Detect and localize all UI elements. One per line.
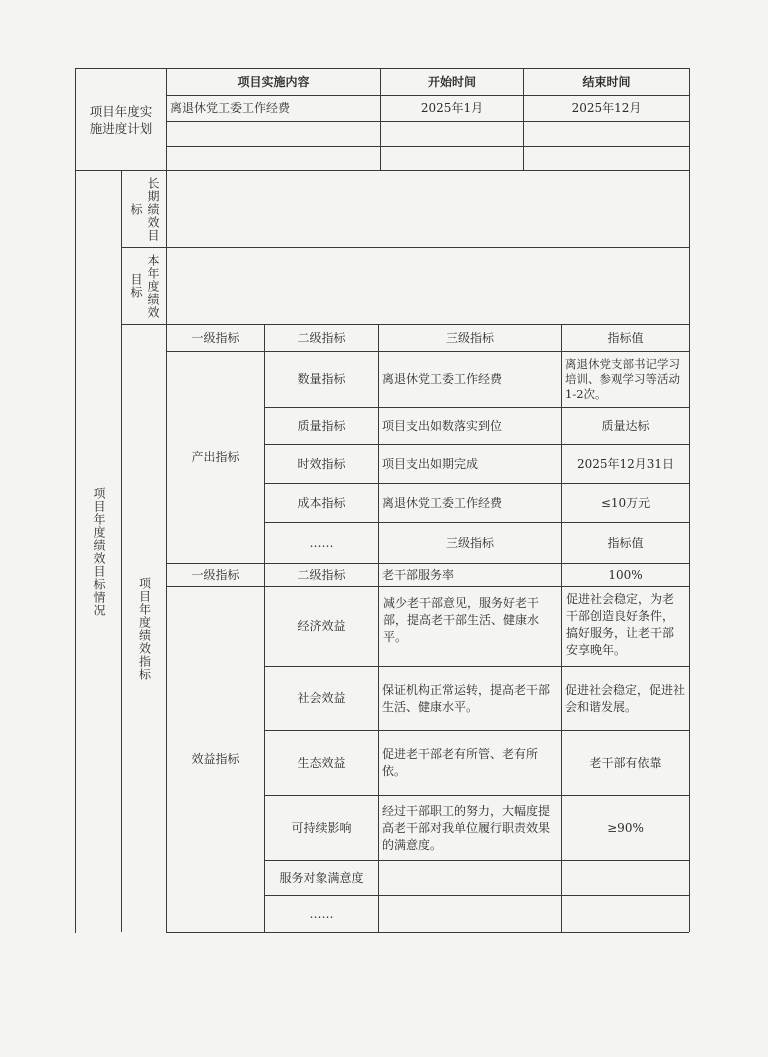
output-l2-ellipsis: …… [309, 535, 334, 550]
output-l2-timeliness: 时效指标 [297, 456, 346, 471]
plan-section-label: 项目年度实施进度计划 [89, 103, 153, 136]
output-l2-cost: 成本指标 [297, 495, 346, 510]
benefit-l3-ecological: 促进老干部老有所管、老有所依。 [382, 747, 539, 778]
benefit-l3-ellipsis [379, 896, 561, 932]
mid-header-l2: 二级指标 [297, 567, 346, 582]
divider [166, 146, 689, 147]
output-value-quantity: 离退休党支部书记学习培训、参观学习等活动1-2次。 [565, 357, 680, 401]
mid-header-l3: 老干部服务率 [382, 567, 455, 582]
output-value-cost: ≤10万元 [600, 495, 651, 510]
benefit-value-satisfaction [562, 861, 689, 895]
benefit-value-ecological: 老干部有依靠 [589, 755, 662, 770]
plan-header-start: 开始时间 [427, 74, 476, 89]
table-border-right [689, 68, 690, 932]
divider [166, 121, 689, 122]
header-l3: 三级指标 [445, 330, 494, 345]
benefit-value-sustainable: ≥90% [607, 820, 644, 835]
mid-header-l1: 一级指标 [191, 567, 240, 582]
benefit-l2-sustainable: 可持续影响 [291, 820, 352, 835]
benefit-l2-ellipsis: …… [309, 906, 334, 921]
plan-header-end: 结束时间 [582, 74, 631, 89]
benefit-value-ellipsis [562, 896, 689, 932]
header-l2: 二级指标 [297, 330, 346, 345]
benefit-value-economic: 促进社会稳定，为老干部创造良好条件，搞好服务，让老干部安享晚年。 [566, 592, 675, 657]
benefit-l2-satisfaction: 服务对象满意度 [279, 870, 364, 885]
plan-row-end: 2025年12月 [571, 101, 642, 115]
output-l2-quantity: 数量指标 [297, 372, 346, 386]
output-l3-timeliness: 项目支出如期完成 [382, 456, 479, 471]
benefit-l3-economic: 减少老干部意见，服务好老干部，提高老干部生活、健康水平。 [383, 596, 540, 644]
benefit-l2-social: 社会效益 [297, 691, 346, 705]
plan-row-start: 2025年1月 [420, 101, 484, 115]
benefit-l2-ecological: 生态效益 [297, 755, 346, 770]
benefit-l3-sustainable: 经过干部职工的努力，大幅度提高老干部对我单位履行职责效果的满意度。 [382, 803, 551, 852]
output-value-quality: 质量达标 [601, 418, 650, 433]
benefit-l3-satisfaction [379, 861, 561, 895]
annual-goal-label: 本年度绩效目标 [129, 253, 160, 319]
plan-header-content: 项目实施内容 [237, 74, 310, 89]
output-l3-ellipsis: 三级指标 [445, 535, 494, 550]
long-term-goal-value [167, 171, 689, 247]
benefit-value-social: 促进社会稳定，促进社会和谐发展。 [565, 682, 686, 714]
benefit-indicator-label: 效益指标 [191, 752, 240, 766]
output-l2-quality: 质量指标 [297, 418, 346, 433]
benefit-l2-economic: 经济效益 [297, 619, 346, 633]
output-l3-quantity: 离退休党工委工作经费 [382, 372, 503, 386]
perf-section-label: 项目年度绩效目标情况 [92, 486, 106, 617]
benefit-l3-social: 保证机构正常运转，提高老干部生活、健康水平。 [382, 682, 551, 714]
header-value: 指标值 [607, 330, 644, 345]
output-value-ellipsis: 指标值 [607, 535, 644, 550]
mid-header-value: 100% [608, 567, 643, 582]
output-value-timeliness: 2025年12月31日 [576, 456, 675, 471]
output-l3-quality: 项目支出如数落实到位 [382, 418, 503, 433]
output-l3-cost: 离退休党工委工作经费 [382, 495, 503, 510]
long-term-goal-label: 长期绩效目标 [129, 177, 160, 242]
output-indicator-label: 产出指标 [191, 450, 240, 464]
table-border-bottom [166, 932, 689, 933]
plan-row-content: 离退休党工委工作经费 [170, 101, 291, 115]
indicators-label: 项目年度绩效指标 [137, 576, 152, 681]
annual-goal-value [167, 248, 689, 324]
header-l1: 一级指标 [191, 330, 240, 345]
